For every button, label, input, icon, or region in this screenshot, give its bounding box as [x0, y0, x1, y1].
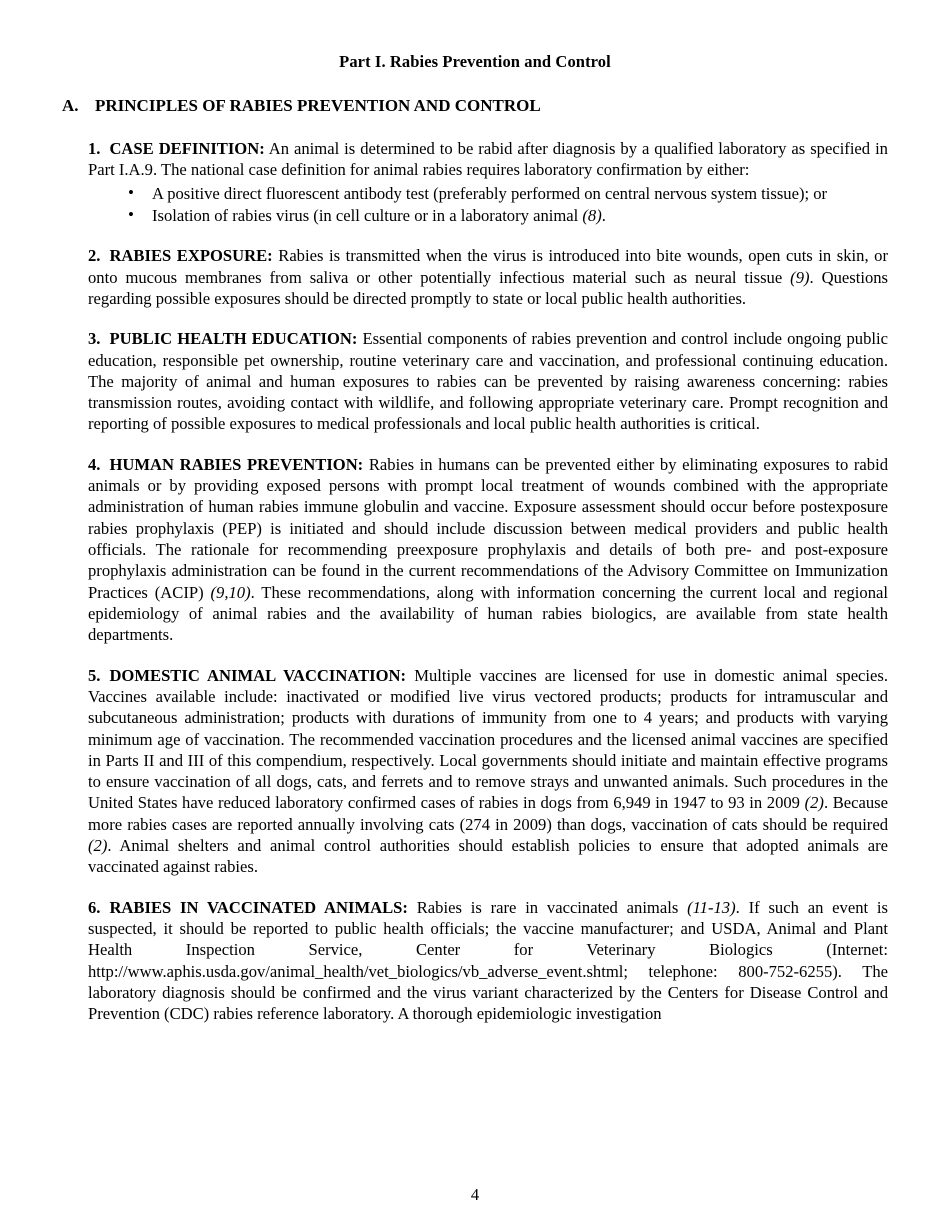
item-1 [62, 138, 888, 226]
item-label: HUMAN RABIES PREVENTION: [109, 454, 364, 474]
item-number: 6. [88, 897, 101, 917]
section-letter: A. [62, 96, 79, 115]
item-body: Essential components of rabies prevention and control include ongoing public education, responsible pet ownership, routine veterinary care and vaccination, and professional continuing education. The majority of animal and human exposures to rabies can be prevented by raising awareness concerning: rabies transmission routes, avoiding contact with wildlife, and following appropriate veterinary care. Prompt recognition and reporting of possible exposures to medical professionals and local public health authorities is critical. [88, 329, 888, 434]
page-title: Part I. Rabies Prevention and Control [339, 52, 611, 71]
page-number: 4 [470, 1185, 480, 1204]
list-item: • A positive direct fluorescent antibody test (preferably performed on central nervous system tissue); or [88, 183, 888, 204]
item-label: RABIES IN VACCINATED ANIMALS: [109, 897, 408, 917]
item-body: Rabies in humans can be prevented either by eliminating exposures to rabid animals or by providing exposed persons with prompt local treatment of wounds combined with the appropriate administration of human rabies immune globulin and vaccine. Exposure assessment should occur before postexposure rabies prophylaxis (PEP) is initiated and should include discussion between medical providers and public health officials. The rationale for recommending preexposure prophylaxis and details of both pre- and post-exposure prophylaxis administration can be found in the current recommendations of the Advisory Committee on Immunization Practices (ACIP) (9,10). These recommendations, along with information concerning the current local and regional epidemiology of animal rabies and the availability of human rabies biologics, are available from state health departments. [88, 454, 888, 645]
item-body: Rabies is rare in vaccinated animals (11-13). If such an event is suspected, it should be reported to public health officials; the vaccine manufacturer; and USDA, Animal and Plant Health Inspection Service, Center for Veterinary Biologics (Internet: http://www.aphis.usda.gov/animal_health/vet_biologics/vb_adverse_event.shtml; telephone: 800-752-6255). The laboratory diagnosis should be confirmed and the virus variant characterized by the Centers for Disease Control and Prevention (CDC) rabies reference laboratory. A thorough epidemiologic investigation [88, 897, 888, 1024]
section-heading-text: PRINCIPLES OF RABIES PREVENTION AND CONTROL [95, 96, 541, 115]
item-2 [62, 245, 888, 309]
item-body: Multiple vaccines are licensed for use in domestic animal species. Vaccines available include: inactivated or modified live virus vectored products; products for intramuscular and subcutaneous administration; products with durations of immunity from one to 4 years; and products with varying minimum age of vaccination. The recommended vaccination procedures and the licensed animal vaccines are specified in Parts II and III of this compendium, respectively. Local governments should initiate and maintain effective programs to ensure vaccination of all dogs, cats, and ferrets and to remove strays and unwanted animals. Such procedures in the United States have reduced laboratory confirmed cases of rabies in dogs from 6,949 in 1947 to 93 in 2009 (2). Because more rabies cases are reported annually involving cats (274 in 2009) than dogs, vaccination of cats should be required (2). Animal shelters and animal control authorities should establish policies to ensure that adopted animals are vaccinated against rabies. [88, 665, 889, 877]
item-number: 3. [88, 329, 101, 349]
item-3 [62, 328, 888, 435]
list-item: • Isolation of rabies virus (in cell culture or in a laboratory animal (8). [88, 205, 888, 226]
item-number: 5. [88, 665, 101, 685]
item-1-bullet-list [88, 183, 888, 227]
item-5 [62, 665, 888, 878]
item-6 [62, 897, 888, 1025]
item-label: RABIES EXPOSURE: [109, 246, 273, 266]
item-4 [62, 454, 888, 646]
item-number: 1. [88, 139, 101, 158]
item-body: An animal is determined to be rabid after diagnosis by a qualified laboratory as specified in Part I.A.9. The national case definition for animal rabies requires laboratory confirmation by either: [88, 139, 888, 180]
item-body: Rabies is transmitted when the virus is introduced into bite wounds, open cuts in skin, or onto mucous membranes from saliva or other potentially infectious material such as neural tissue (9). Questions regarding possible exposures should be directed promptly to state or local public health authorities. [88, 246, 889, 308]
section-heading [62, 96, 888, 116]
item-label: PUBLIC HEALTH EDUCATION: [109, 329, 358, 349]
item-label: CASE DEFINITION: [109, 139, 265, 158]
item-label: DOMESTIC ANIMAL VACCINATION: [109, 665, 407, 685]
item-number: 2. [88, 246, 101, 266]
item-number: 4. [88, 454, 101, 474]
